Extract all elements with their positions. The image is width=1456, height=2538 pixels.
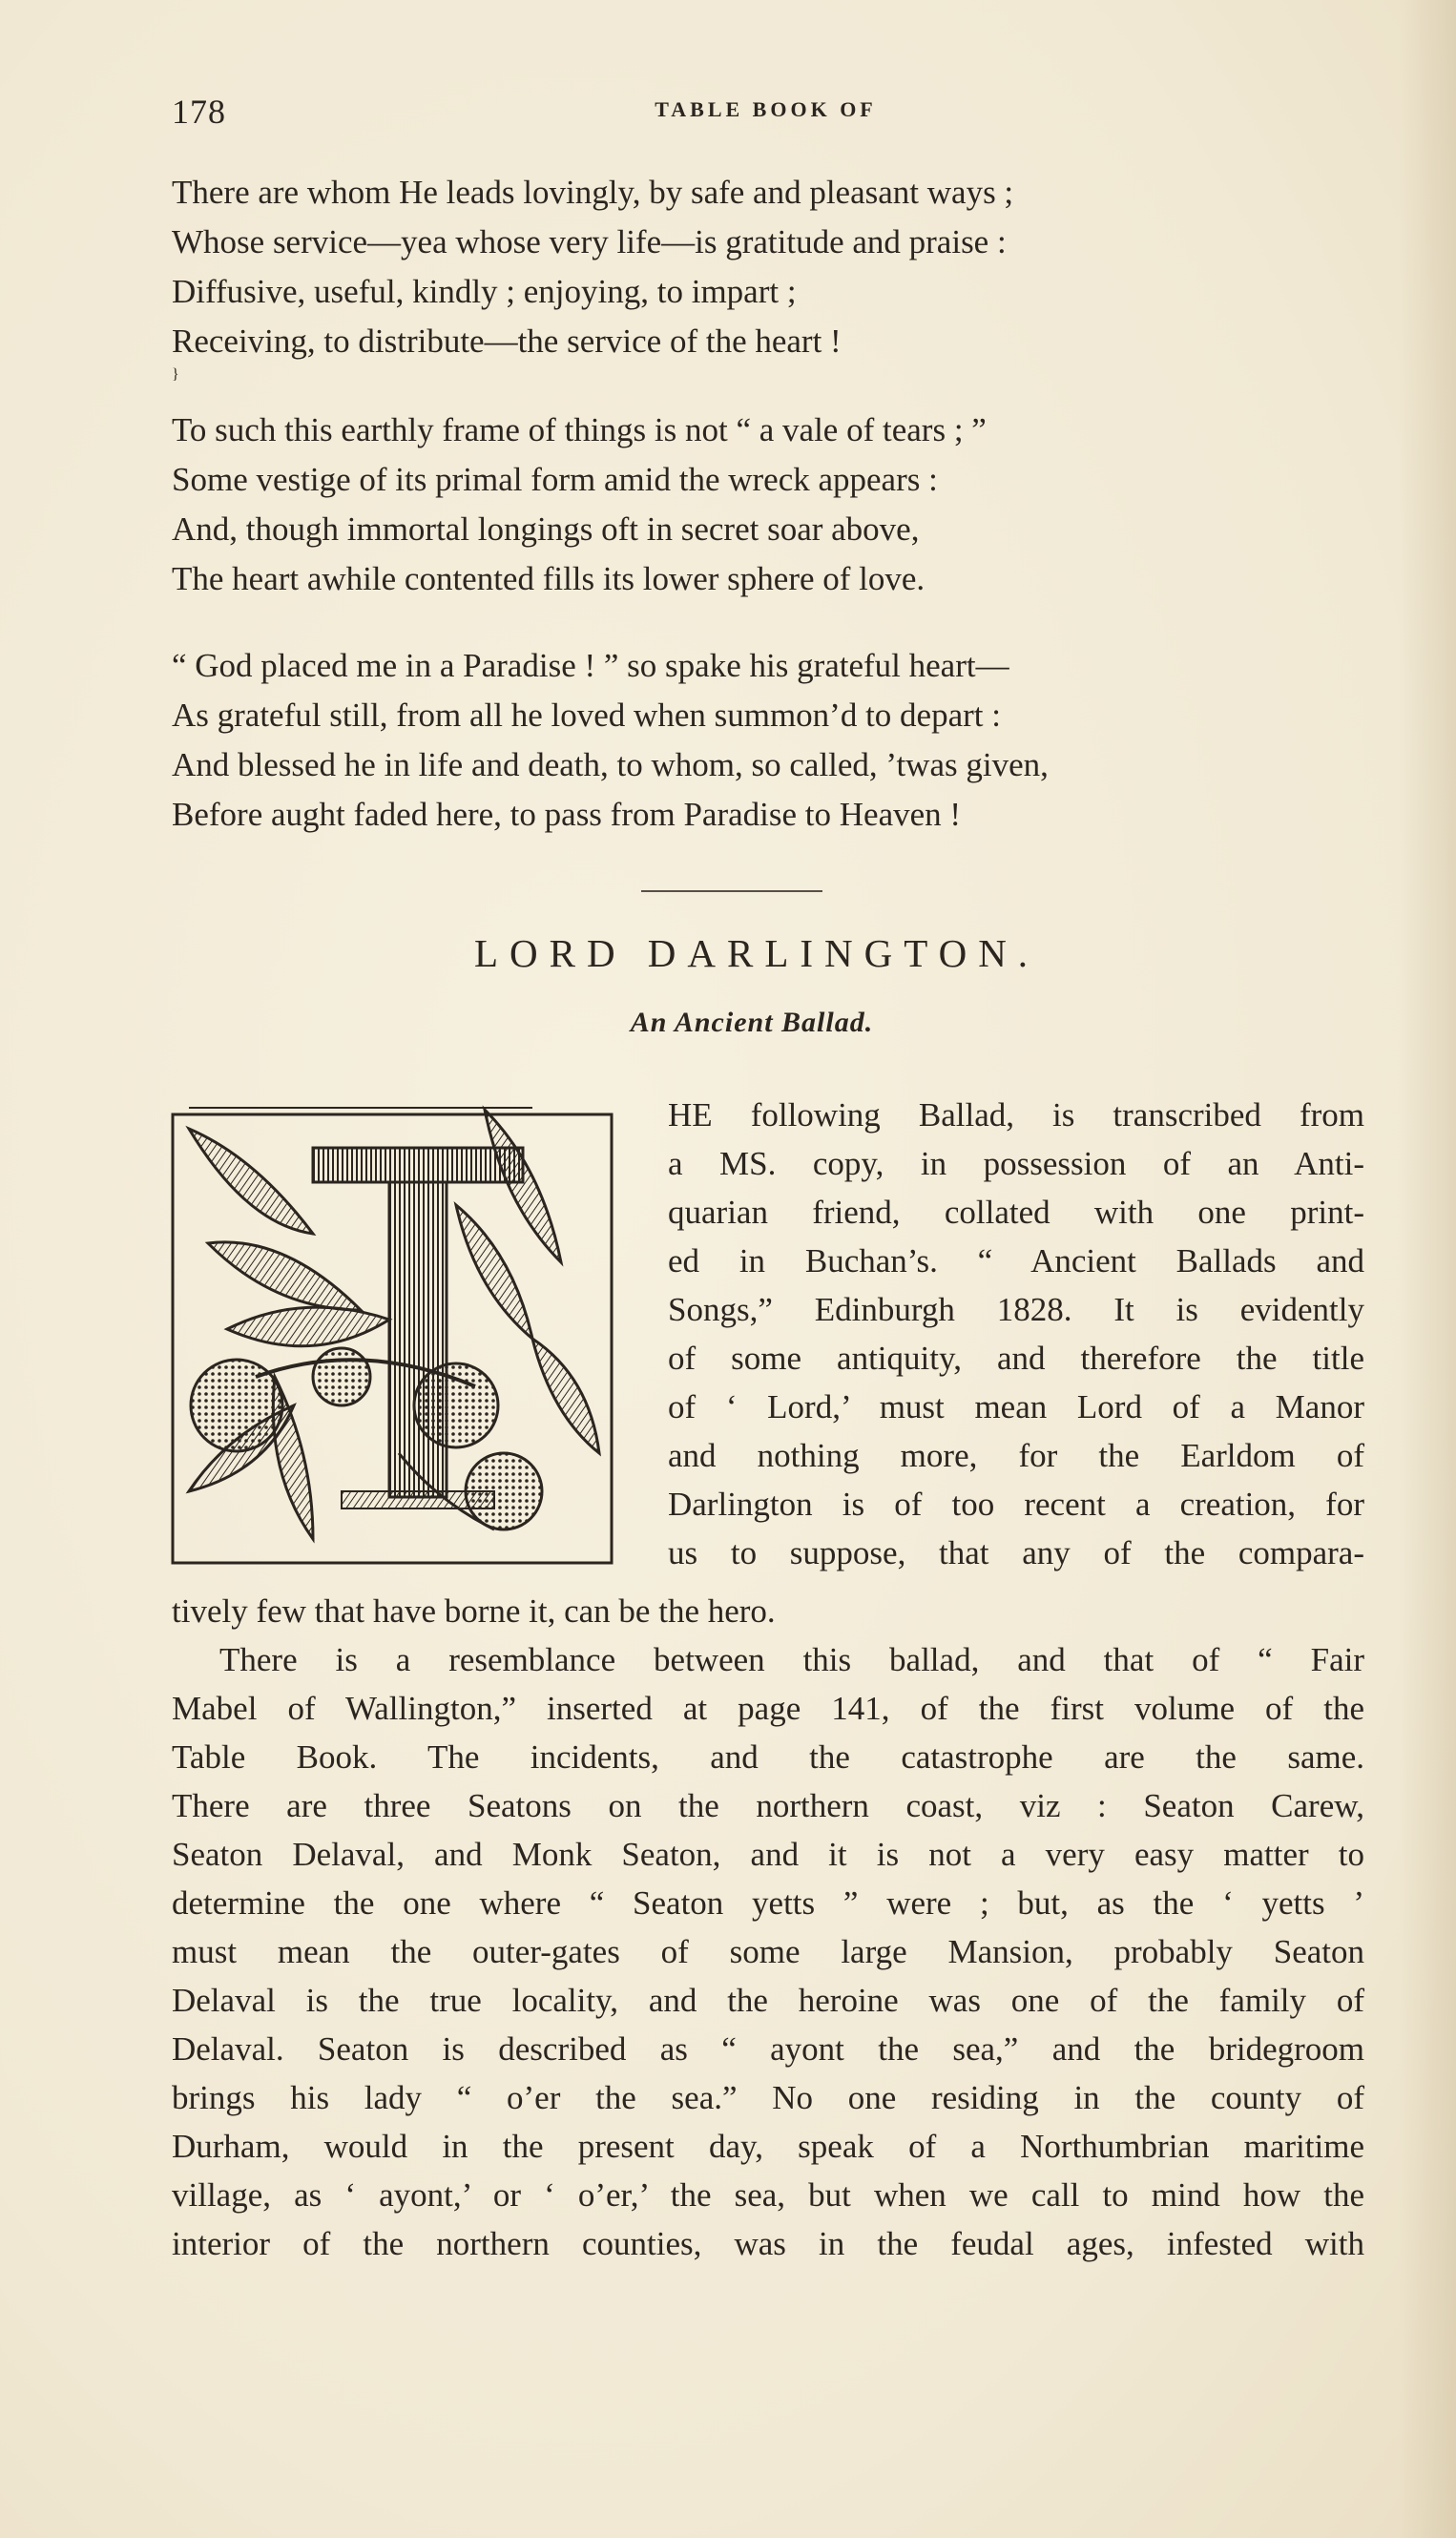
text-line: and nothing more, for the Earldom of — [668, 1437, 1364, 1474]
text-line: interior of the northern counties, was in the feudal ages, infested with — [172, 2225, 1364, 2262]
verse-line: The heart awhile contented fills its lower sphere of love. — [172, 560, 926, 597]
text-line: must mean the outer-gates of some large Mansion, probably Seaton — [172, 1933, 1364, 1970]
section-divider — [641, 890, 822, 892]
text-line: tively few that have borne it, can be the hero. — [172, 1592, 776, 1630]
verse-line: Some vestige of its primal form amid the wreck appears : — [172, 461, 938, 498]
text-line: village, as ‘ ayont,’ or ‘ o’er,’ the sea, but when we call to mind how the — [172, 2176, 1364, 2214]
text-line: Seaton Delaval, and Monk Seaton, and it is not a very easy matter to — [172, 1836, 1364, 1873]
text-line: ed in Buchan’s. “ Ancient Ballads and — [668, 1242, 1364, 1279]
poem-stanza-1: There are whom He leads lovingly, by safe and pleasant ways ; Whose service—yea whose very life—is gratitude and praise : Diffusive, useful, kindly ; enjoying, to impart ; Receiving, to distribute—the service of the heart ! } — [172, 168, 1383, 384]
page-edge-shadow — [1399, 0, 1456, 2538]
text-line: There are three Seatons on the northern coast, viz : Seaton Carew, — [172, 1787, 1364, 1824]
text-line: Darlington is of too recent a creation, for — [668, 1486, 1364, 1523]
text-line: determine the one where “ Seaton yetts ” were ; but, as the ‘ yetts ’ — [172, 1884, 1364, 1922]
verse-line: “ God placed me in a Paradise ! ” so spake his grateful heart— — [172, 647, 1009, 684]
ballad-title: LORD DARLINGTON. — [473, 931, 1040, 975]
verse-line: Whose service—yea whose very life—is gratitude and praise : — [172, 223, 1007, 260]
verse-line: Diffusive, useful, kindly ; enjoying, to impart ; — [172, 273, 797, 310]
decorated-initial-illustration — [170, 1091, 644, 1577]
verse-line: And, though immortal longings oft in secret soar above, — [172, 510, 920, 548]
opening-paragraph — [668, 1091, 1364, 1577]
verse-line: And blessed he in life and death, to whom, so called, ’twas given, — [172, 746, 1049, 783]
text-line: Durham, would in the present day, speak of a Northumbrian maritime — [172, 2128, 1364, 2165]
text-line: Delaval is the true locality, and the heroine was one of the family of — [172, 1982, 1364, 2019]
verse-line: Receiving, to distribute—the service of the heart ! — [172, 322, 842, 360]
verse-line: To such this earthly frame of things is not “ a vale of tears ; ” — [172, 411, 987, 448]
foliage-initial-icon — [170, 1091, 644, 1577]
text-line: Mabel of Wallington,” inserted at page 141, of the first volume of the — [172, 1690, 1364, 1727]
text-line: brings his lady “ o’er the sea.” No one residing in the county of — [172, 2079, 1364, 2116]
text-line: Delaval. Seaton is described as “ ayont the sea,” and the bridegroom — [172, 2030, 1364, 2068]
text-line: Songs,” Edinburgh 1828. It is evidently — [668, 1291, 1364, 1328]
text-line: of some antiquity, and therefore the title — [668, 1340, 1364, 1377]
text-line: quarian friend, collated with one print- — [668, 1194, 1364, 1231]
verse-line: There are whom He leads lovingly, by safe and pleasant ways ; — [172, 174, 1014, 211]
verse-line: Before aught faded here, to pass from Paradise to Heaven ! — [172, 796, 962, 833]
running-title: TABLE BOOK OF — [655, 97, 877, 121]
text-line: Table Book. The incidents, and the catastrophe are the same. — [172, 1738, 1364, 1776]
page-number: 178 — [172, 93, 226, 131]
body-text — [172, 1587, 1364, 2268]
verse-line: As grateful still, from all he loved when summon’d to depart : — [172, 697, 1001, 734]
text-line: There is a resemblance between this ballad, and that of “ Fair — [219, 1641, 1364, 1678]
text-line: of ‘ Lord,’ must mean Lord of a Manor — [668, 1388, 1364, 1425]
ballad-subtitle: An Ancient Ballad. — [630, 1007, 874, 1038]
text-line: us to suppose, that any of the compara- — [668, 1534, 1364, 1571]
running-header — [172, 92, 1360, 139]
poem-stanza-2 — [172, 406, 1383, 604]
text-line: HE following Ballad, is transcribed from — [668, 1096, 1364, 1134]
poem-stanza-3 — [172, 641, 1383, 840]
text-line: a MS. copy, in possession of an Anti- — [668, 1145, 1364, 1182]
